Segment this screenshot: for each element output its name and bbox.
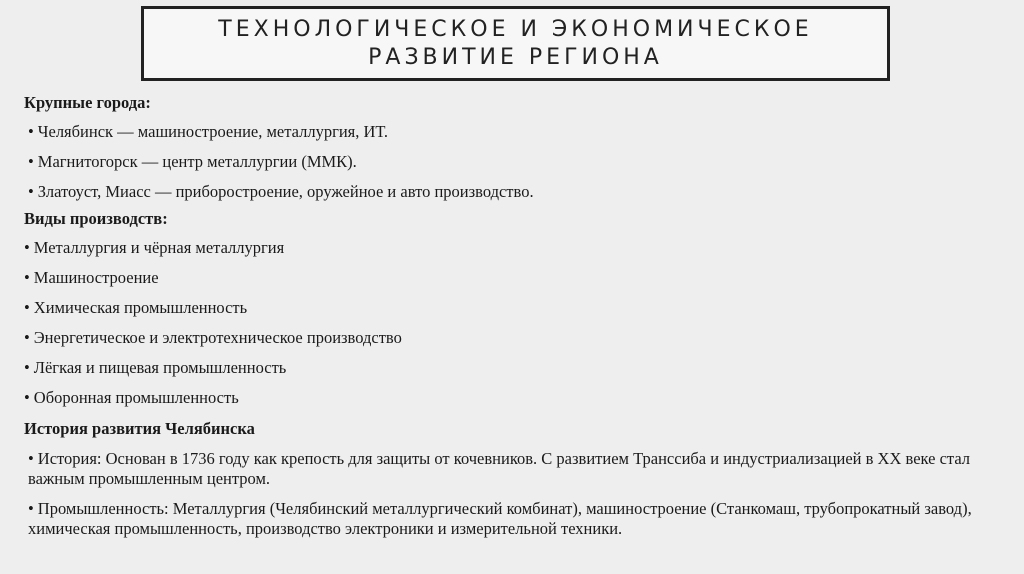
- list-item-text: Химическая промышленность: [33, 298, 248, 317]
- list-item: [24, 443, 1014, 493]
- bullet: •: [28, 182, 34, 201]
- list-item: [24, 117, 1014, 147]
- bullet: •: [24, 268, 30, 287]
- bullet: •: [28, 499, 34, 518]
- list-item-text: Машиностроение: [33, 268, 159, 287]
- bullet: •: [24, 388, 30, 407]
- bullet: •: [28, 152, 34, 171]
- section-heading-cities: Крупные города:: [24, 93, 151, 112]
- bullet: •: [28, 449, 34, 468]
- list-item: [24, 263, 1014, 293]
- bullet: •: [24, 358, 30, 377]
- list-item: [24, 323, 1014, 353]
- section-heading-industries: Виды производств:: [24, 209, 168, 228]
- slide-content: [24, 93, 1014, 543]
- bullet: •: [28, 122, 34, 141]
- list-item-text: Челябинск — машиностроение, металлургия, ИТ.: [37, 122, 388, 141]
- list-item-text: Оборонная промышленность: [33, 388, 239, 407]
- list-item: [24, 233, 1014, 263]
- list-item-text: Златоуст, Миасс — приборостроение, оружейное и авто производство.: [37, 182, 534, 201]
- list-item-text: Магнитогорск — центр металлургии (ММК).: [37, 152, 357, 171]
- section-heading-history: История развития Челябинска: [24, 419, 255, 438]
- bullet: •: [24, 298, 30, 317]
- list-item: [24, 293, 1014, 323]
- list-item-text: История: Основан в 1736 году как крепость для защиты от кочевников. С развитием Транссиба и индустриализацией в XX веке стал важным промышленным центром.: [28, 449, 971, 488]
- page-title: ТЕХНОЛОГИЧЕСКОЕ И ЭКОНОМИЧЕСКОЕ РАЗВИТИЕ РЕГИОНА: [218, 16, 813, 70]
- bullet: •: [24, 328, 30, 347]
- list-item-text: Энергетическое и электротехническое производство: [33, 328, 402, 347]
- list-item-text: Лёгкая и пищевая промышленность: [33, 358, 287, 377]
- list-item: [24, 147, 1014, 177]
- list-item-text: Металлургия и чёрная металлургия: [33, 238, 285, 257]
- bullet: •: [24, 238, 30, 257]
- list-item: [24, 383, 1014, 413]
- title-box: [141, 6, 890, 81]
- list-item: [24, 493, 1014, 543]
- list-item: [24, 353, 1014, 383]
- list-item-text: Промышленность: Металлургия (Челябинский металлургический комбинат), машиностроение (Станкомаш, трубопрокатный завод), химическая промышленность, производство электроники и измерительной техники.: [28, 499, 972, 538]
- list-item: [24, 177, 1014, 207]
